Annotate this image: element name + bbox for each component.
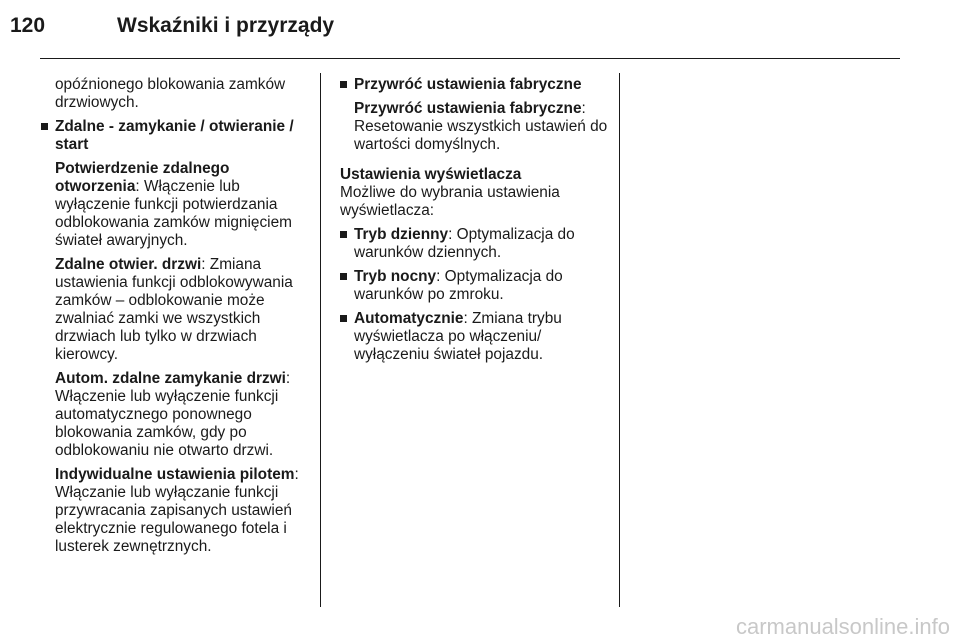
page-number: 120 <box>10 14 46 37</box>
doors-term: Zdalne otwier. drzwi <box>55 256 202 273</box>
bullet-factory-section <box>340 76 610 94</box>
bullet-square-icon <box>340 81 347 88</box>
day-text: : Optymalizacja do warunków dziennych. <box>354 226 575 261</box>
night-term: Tryb nocny <box>354 268 437 285</box>
bullet-remote-section <box>41 118 311 154</box>
intro-text: opóźnionego blokowania zamków drzwiowych. <box>55 76 286 111</box>
doors-text: : Zmiana ustawienia funkcji odblokowywania zamków – odblokowanie może zwalniać zamki we wszystkich drzwiach lub tylko w drzwiach kierowcy. <box>55 256 293 363</box>
confirm-paragraph <box>41 160 311 250</box>
day-term: Tryb dzienny <box>354 226 449 243</box>
autolock-term: Autom. zdalne zamykanie drzwi <box>55 370 286 387</box>
autolock-paragraph <box>41 370 311 460</box>
bullet-remote-label: Zdalne - zamykanie / otwieranie / start <box>55 118 294 153</box>
column-1 <box>41 76 311 556</box>
factory-paragraph <box>340 100 610 154</box>
night-text: : Optymalizacja do warunków po zmroku. <box>354 268 563 303</box>
factory-term: Przywróć ustawienia fabryczne <box>354 100 582 117</box>
column-2 <box>340 76 610 364</box>
individual-paragraph <box>41 466 311 556</box>
confirm-text: : Włączenie lub wyłączenie funkcji potwierdzania odblokowania zamków mignięciem świateł awaryjnych. <box>55 178 292 249</box>
confirm-term: Potwierdzenie zdalnego otworzenia <box>55 160 230 195</box>
bullet-square-icon <box>340 273 347 280</box>
column-divider-2 <box>619 73 620 607</box>
header-divider <box>40 58 900 59</box>
individual-term: Indywidualne ustawienia pilotem <box>55 466 295 483</box>
page-title: Wskaźniki i przyrządy <box>117 14 335 37</box>
column-divider-1 <box>320 73 321 607</box>
doors-paragraph <box>41 256 311 364</box>
factory-text: : Resetowanie wszystkich ustawień do wartości domyślnych. <box>354 100 608 153</box>
individual-text: : Włączanie lub wyłączanie funkcji przywracania zapisanych ustawień elektrycznie regulowanego fotela i lusterek zewnętrznych. <box>55 466 299 555</box>
bullet-factory-label: Przywróć ustawienia fabryczne <box>354 76 582 93</box>
auto-text: : Zmiana trybu wyświetlacza po włączeniu/ wyłączeniu świateł pojazdu. <box>354 310 562 363</box>
bullet-auto-mode <box>340 310 610 364</box>
auto-term: Automatycznie <box>354 310 464 327</box>
display-heading: Ustawienia wyświetlacza <box>340 166 522 183</box>
autolock-text: : Włączenie lub wyłączenie funkcji automatycznego ponownego blokowania zamków, gdy po odblokowaniu nie otwarto drzwi. <box>55 370 291 459</box>
bullet-day-mode <box>340 226 610 262</box>
watermark: carmanualsonline.info <box>735 614 950 639</box>
bullet-night-mode <box>340 268 610 304</box>
display-intro: Możliwe do wybrania ustawienia wyświetlacza: <box>340 184 560 219</box>
bullet-square-icon <box>340 315 347 322</box>
bullet-square-icon <box>41 123 48 130</box>
bullet-square-icon <box>340 231 347 238</box>
